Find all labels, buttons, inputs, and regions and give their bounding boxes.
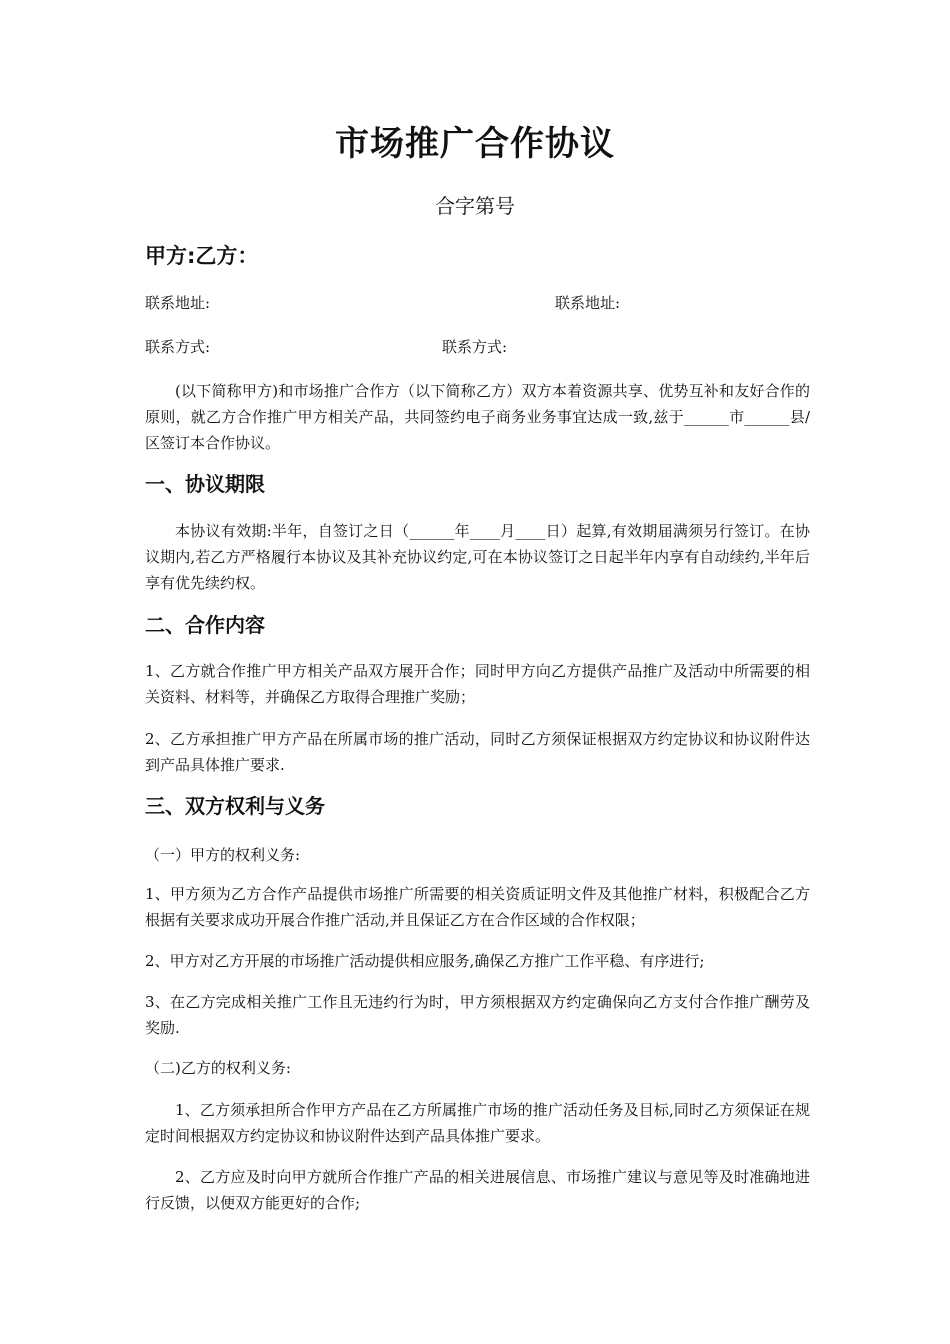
contract-number: 合字第号 (435, 194, 515, 218)
party-b-address: 联系地址: (555, 294, 621, 312)
party-a-contact: 联系方式: (145, 338, 211, 356)
party-b-duty-item: 2、乙方应及时向甲方就所合作推广产品的相关进展信息、市场推广建议与意见等及时准确地进行反馈，以便双方能更好的合作; (145, 1168, 810, 1212)
party-a-duties-heading: （一）甲方的权利义务: (145, 846, 301, 864)
section-2-heading: 二、合作内容 (145, 613, 265, 637)
party-b-duty-item: 1、乙方须承担所合作甲方产品在乙方所属推广市场的推广活动任务及目标,同时乙方须保证在规定时间根据双方约定协议和协议附件达到产品具体推广要求。 (145, 1101, 810, 1145)
section-1-text: 本协议有效期:半年，自签订之日（______年____月____日）起算,有效期届满须另行签订。在协议期内,若乙方严格履行本协议及其补充协议约定,可在本协议签订之日起半年内享有自动续约,半年后享有优先续约权。 (145, 522, 810, 592)
party-a-duty-item: 3、在乙方完成相关推广工作且无违约行为时，甲方须根据双方约定确保向乙方支付合作推广酬劳及奖励. (145, 993, 810, 1037)
section-3-heading: 三、双方权利与义务 (145, 794, 325, 818)
party-a-duty-item: 1、甲方须为乙方合作产品提供市场推广所需要的相关资质证明文件及其他推广材料，积极配合乙方根据有关要求成功开展合作推广活动,并且保证乙方在合作区域的合作权限； (145, 885, 810, 929)
party-a-duty-item: 2、甲方对乙方开展的市场推广活动提供相应服务,确保乙方推广工作平稳、有序进行; (145, 952, 705, 970)
party-b-contact: 联系方式: (442, 338, 508, 356)
parties-heading: 甲方:乙方： (145, 244, 259, 268)
party-b-duties-heading: （二)乙方的权利义务: (145, 1059, 291, 1077)
section-1-heading: 一、协议期限 (145, 472, 265, 496)
party-a-address: 联系地址: (145, 294, 211, 312)
section-2-item: 1、乙方就合作推广甲方相关产品双方展开合作；同时甲方向乙方提供产品推广及活动中所需要的相关资料、材料等，并确保乙方取得合理推广奖励； (145, 662, 810, 706)
section-2-item: 2、乙方承担推广甲方产品在所属市场的推广活动，同时乙方须保证根据双方约定协议和协议附件达到产品具体推广要求. (145, 730, 810, 774)
intro-paragraph: (以下简称甲方)和市场推广合作方（以下简称乙方）双方本着资源共享、优势互补和友好合作的原则，就乙方合作推广甲方相关产品，共同签约电子商务业务事宜达成一致,兹于______市______县/区签订本合作协议。 (145, 382, 810, 452)
document-title: 市场推广合作协议 (335, 124, 615, 164)
